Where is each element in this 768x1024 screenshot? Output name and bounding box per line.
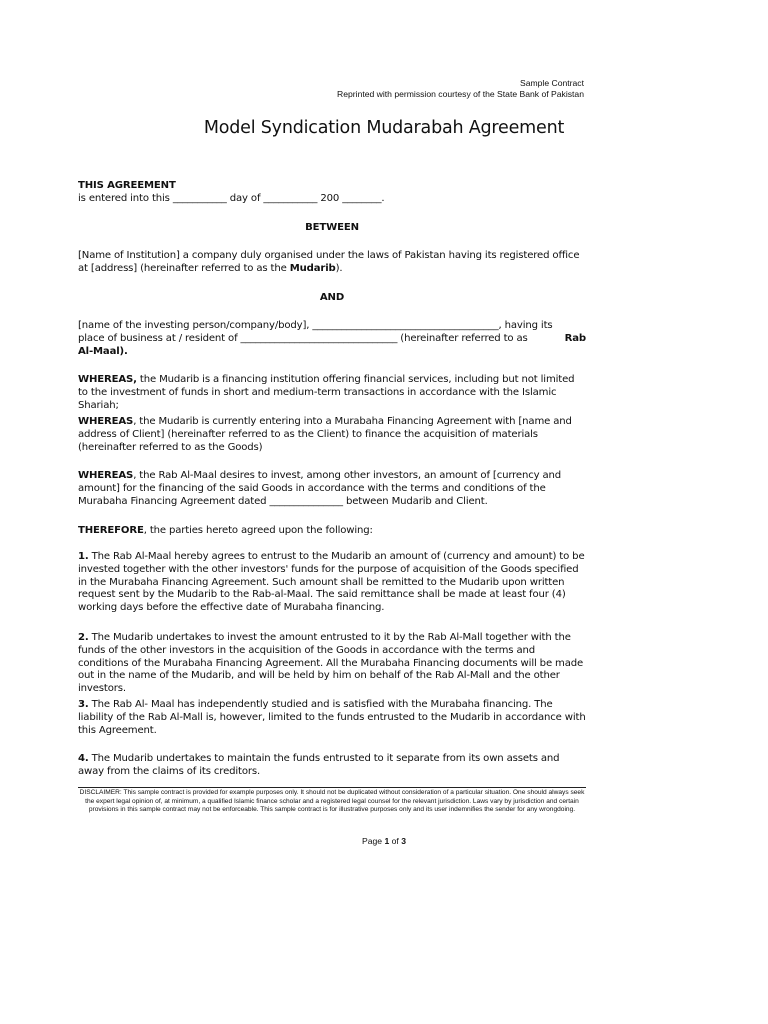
agreement-entered-line: is entered into this ___________ day of ___________ 200 ________.: [78, 192, 385, 204]
header-reprint-credit: Reprinted with permission courtesy of the State Bank of Pakistan: [337, 88, 584, 99]
header-sample-contract: Sample Contract: [519, 78, 584, 88]
rab-party-line2-row: [78, 333, 586, 346]
clause-3: [78, 699, 586, 737]
therefore-bold: THEREFORE: [78, 525, 144, 536]
rab-party-bold2: Al-Maal).: [78, 345, 128, 357]
whereas-2-text: , the Mudarib is currently entering into a Murabaha Financing Agreement with [name and address of Client] (hereinafter referred to as the Client) to finance the acquisition of materials (hereinafter referred to as the Goods): [78, 416, 572, 453]
document-title: Model Syndication Mudarabah Agreement: [203, 118, 565, 138]
clause-1-text: The Rab Al-Maal hereby agrees to entrust to the Mudarib an amount of (currency and amount) to be invested together with the other investors' funds for the purpose of acquisition of the Goods specified in the Murabaha Financing Agreement. Such amount shall be remitted to the Mudarib upon written request sent by the Mudarib to the Rab-al-Maal. The said remittance shall be made at least four (4) working days before the effective date of Murabaha financing.: [78, 551, 585, 614]
header-note: [337, 78, 584, 99]
whereas-paragraph-3: [78, 470, 586, 508]
mudarib-party-bold: Mudarib: [289, 262, 336, 274]
whereas-paragraph-1: [78, 374, 586, 412]
disclaimer: DISCLAIMER: This sample contract is provided for example purposes only. It should not be duplicated without consideration of a particular situation. One should always seek the expert legal opinion of, at minimum, a qualified Islamic finance scholar and a registered legal counsel for the relevant jurisdiction. Laws vary by jurisdiction and certain provisions in this sample contract may not be enforceable. This sample contract is for illustrative purposes only and its user indemnifies the sender for any wrongdoing.: [79, 789, 585, 814]
page-current: 1: [384, 836, 390, 846]
whereas-paragraph-2: [78, 416, 586, 454]
clause-2-text: The Mudarib undertakes to invest the amount entrusted to it by the Rab Al-Mall together with the funds of the other investors in the acquisition of the Goods in accordance with the terms and conditions of the Murabaha Financing Agreement. All the Murabaha Financing documents will be made out in the name of the Mudarib, and will be held by him on behalf of the Rab Al-Mall and the other investors.: [78, 632, 584, 695]
page-label: Page: [362, 836, 385, 846]
and-heading: AND: [319, 292, 345, 303]
mudarib-party-paragraph: [78, 250, 586, 276]
clause-1-number: 1.: [78, 551, 89, 562]
clause-3-text: The Rab Al- Maal has independently studied and is satisfied with the Murabaha financing. The liability of the Rab Al-Mall is, however, limited to the funds entrusted to the Mudarib in accordance with this Agreement.: [78, 699, 586, 736]
agreement-heading: THIS AGREEMENT: [78, 180, 176, 191]
therefore-paragraph: [78, 525, 586, 538]
whereas-3-bold: WHEREAS: [78, 470, 134, 481]
whereas-1-text: the Mudarib is a financing institution offering financial services, including but not limited to the investment of funds in short and medium-term transactions in accordance with the Islamic Shariah;: [78, 374, 575, 411]
agreement-intro: [78, 180, 586, 206]
clause-1: [78, 551, 586, 615]
page-total: 3: [401, 836, 406, 846]
clause-2-number: 2.: [78, 632, 89, 643]
rab-party-paragraph: [78, 320, 586, 358]
clause-4-text: The Mudarib undertakes to maintain the funds entrusted to it separate from its own assets and away from the claims of its creditors.: [78, 753, 560, 777]
clause-2: [78, 632, 586, 696]
rab-party-bold1: Rab: [564, 332, 586, 344]
rab-party-line2: place of business at / resident of ________________________________ (hereinafter referred to as: [78, 332, 528, 344]
rab-party-line1: [name of the investing person/company/body], ______________________________________, having its: [78, 320, 553, 331]
whereas-1-bold: WHEREAS,: [78, 374, 137, 385]
therefore-text: , the parties hereto agreed upon the following:: [143, 525, 373, 536]
mudarib-party-text: [Name of Institution] a company duly organised under the laws of Pakistan having its registered office at [address] (hereinafter referred to as the: [78, 250, 580, 274]
whereas-2-bold: WHEREAS: [78, 416, 134, 427]
clause-4-number: 4.: [78, 753, 89, 764]
page-of-label: of: [389, 836, 402, 846]
whereas-3-text: , the Rab Al-Maal desires to invest, among other investors, an amount of [currency and amount] for the financing of the said Goods in accordance with the terms and conditions of the Murabaha Financing Agreement dated _______________ between Mudarib and Client.: [78, 470, 562, 507]
clause-4: [78, 753, 586, 779]
mudarib-party-end: ).: [335, 262, 343, 274]
clause-3-number: 3.: [78, 699, 89, 710]
page-footer: [0, 836, 768, 846]
between-heading: BETWEEN: [305, 222, 359, 233]
